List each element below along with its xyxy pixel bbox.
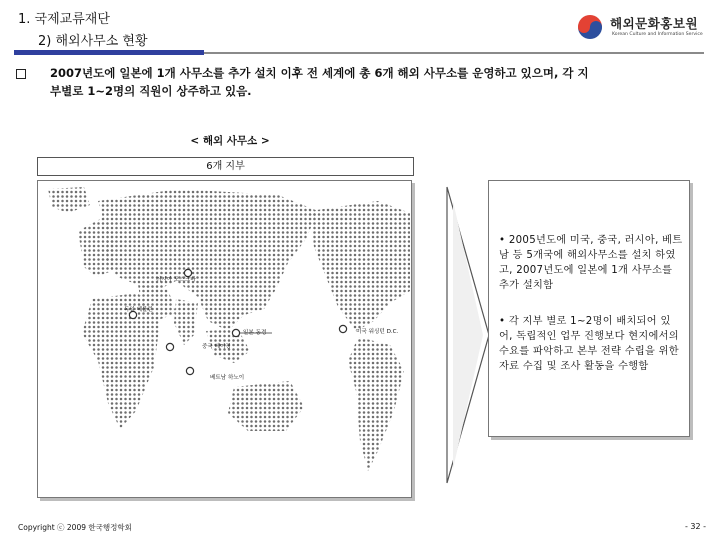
office-marker [186, 367, 193, 374]
footer-page-number: - 32 - [684, 522, 706, 531]
header-title: 1. 국제교류재단 [18, 12, 110, 27]
arrow-shape [445, 185, 491, 485]
office-label: 러시아 모스크바 [156, 277, 196, 283]
side-text-2: • 각 지부 별로 1~2명이 배치되어 있어, 독립적인 업무 진행보다 현지에서의 수요를 파악하고 본부 전략 수립을 위한 자료 수집 및 조사 활동을 수행함 [499, 316, 679, 372]
continent-africa [82, 293, 160, 429]
header-rule-gray [204, 52, 704, 54]
logo-korean-text: 해외문화홍보원 [610, 16, 699, 31]
office-marker [166, 343, 173, 350]
side-text-1: • 2005년도에 미국, 중국, 러시아, 베트남 등 5개국에 해외사무소를 설치 하였고, 2007년도에 일본에 1개 사무소를 추가 설치함 [499, 235, 683, 291]
continent-south-america [348, 337, 404, 471]
office-marker [339, 325, 346, 332]
office-marker [232, 329, 239, 336]
world-map [38, 181, 411, 497]
paragraph-line-2: 부별로 1~2명의 직원이 상주하고 있음. [50, 84, 252, 98]
office-label: 중국 베이징 [202, 344, 231, 350]
checkbox-bullet-icon [16, 69, 26, 79]
kocis-logo-mark [574, 13, 608, 41]
office-label: 미국 워싱턴 D.C. [356, 329, 399, 335]
kocis-logo [574, 10, 704, 44]
intro-paragraph [50, 64, 710, 100]
logo-english-text: Korean Culture and Information Service [612, 32, 703, 37]
branch-count-box: 6개 지부 [37, 157, 414, 176]
office-label: 독일 베를린 [124, 307, 153, 313]
map-caption: < 해외 사무소 > [190, 135, 270, 147]
continent-north-america [310, 201, 410, 331]
paragraph-line-1: 2007년도에 일본에 1개 사무소를 추가 설치 이후 전 세계에 총 6개 해외 사무소를 운영하고 있으며, 각 지 [50, 66, 589, 80]
continent-india [174, 299, 198, 345]
office-label: 일본 동경 [243, 330, 267, 336]
side-info-box [488, 180, 690, 437]
world-map-frame [37, 180, 412, 498]
header-subtitle: 2) 해외사무소 현황 [38, 34, 148, 49]
office-label: 베트남 하노이 [210, 375, 245, 381]
office-marker [184, 269, 191, 276]
header-rule-blue [14, 50, 204, 55]
continent-greenland [48, 187, 90, 213]
footer-copyright: Copyright ⓒ 2009 한국행정학회 [18, 523, 132, 532]
continent-australia [228, 381, 304, 431]
